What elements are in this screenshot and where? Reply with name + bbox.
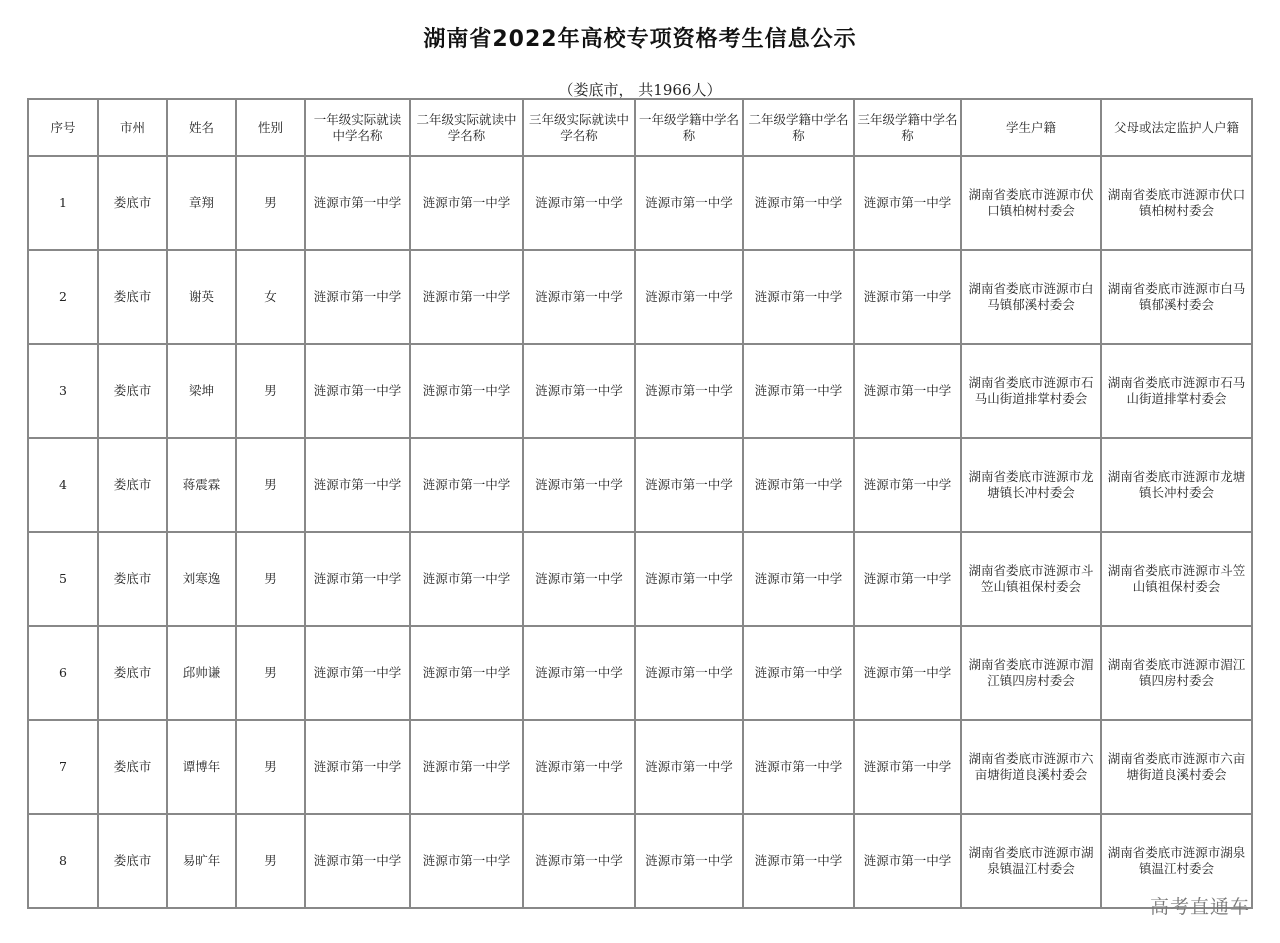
cell-index: 3 <box>28 344 98 438</box>
cell-city: 娄底市 <box>98 344 167 438</box>
cell-school2-actual: 涟源市第一中学 <box>410 532 523 626</box>
cell-school3-actual: 涟源市第一中学 <box>523 156 635 250</box>
cell-parent-hukou: 湖南省娄底市涟源市斗笠山镇祖保村委会 <box>1101 532 1252 626</box>
table-row <box>28 344 1252 438</box>
cell-school1-actual: 涟源市第一中学 <box>305 438 410 532</box>
cell-parent-hukou: 湖南省娄底市涟源市龙塘镇长冲村委会 <box>1101 438 1252 532</box>
column-header-parent-hukou: 父母或法定监护人户籍 <box>1101 99 1252 156</box>
table-row <box>28 438 1252 532</box>
table-row <box>28 532 1252 626</box>
cell-student-hukou: 湖南省娄底市涟源市湖泉镇温江村委会 <box>961 814 1101 908</box>
cell-school3-reg: 涟源市第一中学 <box>854 720 961 814</box>
cell-school1-reg: 涟源市第一中学 <box>635 814 743 908</box>
cell-school3-actual: 涟源市第一中学 <box>523 814 635 908</box>
cell-school1-actual: 涟源市第一中学 <box>305 814 410 908</box>
cell-gender: 男 <box>236 626 305 720</box>
table-header-row <box>28 99 1252 156</box>
cell-school3-reg: 涟源市第一中学 <box>854 250 961 344</box>
cell-gender: 男 <box>236 438 305 532</box>
column-header-school3-actual: 三年级实际就读中学名称 <box>523 99 635 156</box>
cell-name: 刘寒逸 <box>167 532 236 626</box>
column-header-school2-reg: 二年级学籍中学名称 <box>743 99 854 156</box>
column-header-school1-reg: 一年级学籍中学名称 <box>635 99 743 156</box>
cell-school3-actual: 涟源市第一中学 <box>523 532 635 626</box>
cell-parent-hukou: 湖南省娄底市涟源市六亩塘街道良溪村委会 <box>1101 720 1252 814</box>
cell-name: 易旷年 <box>167 814 236 908</box>
cell-school2-actual: 涟源市第一中学 <box>410 156 523 250</box>
cell-index: 2 <box>28 250 98 344</box>
cell-city: 娄底市 <box>98 814 167 908</box>
column-header-name: 姓名 <box>167 99 236 156</box>
column-header-city: 市州 <box>98 99 167 156</box>
cell-parent-hukou: 湖南省娄底市涟源市湖泉镇温江村委会 <box>1101 814 1252 908</box>
cell-school3-reg: 涟源市第一中学 <box>854 814 961 908</box>
cell-school1-actual: 涟源市第一中学 <box>305 720 410 814</box>
cell-name: 梁坤 <box>167 344 236 438</box>
table-row <box>28 626 1252 720</box>
cell-school3-actual: 涟源市第一中学 <box>523 720 635 814</box>
candidate-table <box>27 98 1253 909</box>
cell-city: 娄底市 <box>98 250 167 344</box>
cell-parent-hukou: 湖南省娄底市涟源市湄江镇四房村委会 <box>1101 626 1252 720</box>
table-row <box>28 156 1252 250</box>
page-title: 湖南省2022年高校专项资格考生信息公示 <box>423 27 857 52</box>
cell-school1-reg: 涟源市第一中学 <box>635 156 743 250</box>
cell-index: 7 <box>28 720 98 814</box>
cell-school2-actual: 涟源市第一中学 <box>410 720 523 814</box>
cell-school1-actual: 涟源市第一中学 <box>305 344 410 438</box>
cell-school1-actual: 涟源市第一中学 <box>305 156 410 250</box>
page-subtitle: （娄底市， 共1966人） <box>558 81 722 99</box>
cell-school1-reg: 涟源市第一中学 <box>635 532 743 626</box>
cell-city: 娄底市 <box>98 626 167 720</box>
cell-school2-actual: 涟源市第一中学 <box>410 626 523 720</box>
cell-gender: 男 <box>236 344 305 438</box>
column-header-student-hukou: 学生户籍 <box>961 99 1101 156</box>
cell-gender: 男 <box>236 720 305 814</box>
cell-gender: 男 <box>236 814 305 908</box>
column-header-school1-actual: 一年级实际就读中学名称 <box>305 99 410 156</box>
table-row <box>28 720 1252 814</box>
cell-gender: 男 <box>236 532 305 626</box>
cell-school2-reg: 涟源市第一中学 <box>743 250 854 344</box>
cell-school2-actual: 涟源市第一中学 <box>410 344 523 438</box>
table-row <box>28 250 1252 344</box>
table-body <box>28 156 1252 908</box>
cell-index: 5 <box>28 532 98 626</box>
cell-school1-actual: 涟源市第一中学 <box>305 532 410 626</box>
cell-index: 8 <box>28 814 98 908</box>
cell-school1-reg: 涟源市第一中学 <box>635 250 743 344</box>
cell-school3-reg: 涟源市第一中学 <box>854 156 961 250</box>
cell-school3-actual: 涟源市第一中学 <box>523 250 635 344</box>
cell-name: 谢英 <box>167 250 236 344</box>
cell-school2-actual: 涟源市第一中学 <box>410 814 523 908</box>
table-row <box>28 814 1252 908</box>
cell-school3-reg: 涟源市第一中学 <box>854 532 961 626</box>
cell-city: 娄底市 <box>98 438 167 532</box>
cell-city: 娄底市 <box>98 156 167 250</box>
cell-index: 4 <box>28 438 98 532</box>
cell-school1-actual: 涟源市第一中学 <box>305 626 410 720</box>
cell-school2-reg: 涟源市第一中学 <box>743 532 854 626</box>
cell-parent-hukou: 湖南省娄底市涟源市石马山街道排掌村委会 <box>1101 344 1252 438</box>
cell-name: 蒋震霖 <box>167 438 236 532</box>
cell-school1-reg: 涟源市第一中学 <box>635 344 743 438</box>
cell-index: 1 <box>28 156 98 250</box>
cell-city: 娄底市 <box>98 532 167 626</box>
watermark: 高考直通车 <box>1149 896 1250 918</box>
cell-city: 娄底市 <box>98 720 167 814</box>
cell-school2-actual: 涟源市第一中学 <box>410 250 523 344</box>
column-header-gender: 性别 <box>236 99 305 156</box>
cell-gender: 女 <box>236 250 305 344</box>
cell-index: 6 <box>28 626 98 720</box>
cell-student-hukou: 湖南省娄底市涟源市龙塘镇长冲村委会 <box>961 438 1101 532</box>
cell-name: 谭博年 <box>167 720 236 814</box>
cell-school3-actual: 涟源市第一中学 <box>523 626 635 720</box>
cell-school3-actual: 涟源市第一中学 <box>523 344 635 438</box>
cell-gender: 男 <box>236 156 305 250</box>
column-header-index: 序号 <box>28 99 98 156</box>
cell-parent-hukou: 湖南省娄底市涟源市伏口镇柏树村委会 <box>1101 156 1252 250</box>
cell-school1-reg: 涟源市第一中学 <box>635 626 743 720</box>
cell-school1-reg: 涟源市第一中学 <box>635 438 743 532</box>
cell-school2-reg: 涟源市第一中学 <box>743 720 854 814</box>
cell-school2-reg: 涟源市第一中学 <box>743 626 854 720</box>
cell-student-hukou: 湖南省娄底市涟源市六亩塘街道良溪村委会 <box>961 720 1101 814</box>
column-header-school3-reg: 三年级学籍中学名称 <box>854 99 961 156</box>
cell-school2-actual: 涟源市第一中学 <box>410 438 523 532</box>
column-header-school2-actual: 二年级实际就读中学名称 <box>410 99 523 156</box>
cell-school3-reg: 涟源市第一中学 <box>854 438 961 532</box>
cell-school2-reg: 涟源市第一中学 <box>743 814 854 908</box>
cell-school2-reg: 涟源市第一中学 <box>743 438 854 532</box>
cell-student-hukou: 湖南省娄底市涟源市斗笠山镇祖保村委会 <box>961 532 1101 626</box>
cell-school3-reg: 涟源市第一中学 <box>854 344 961 438</box>
cell-student-hukou: 湖南省娄底市涟源市石马山街道排掌村委会 <box>961 344 1101 438</box>
cell-school3-reg: 涟源市第一中学 <box>854 626 961 720</box>
cell-name: 章翔 <box>167 156 236 250</box>
cell-student-hukou: 湖南省娄底市涟源市伏口镇柏树村委会 <box>961 156 1101 250</box>
cell-school1-actual: 涟源市第一中学 <box>305 250 410 344</box>
cell-student-hukou: 湖南省娄底市涟源市白马镇郁溪村委会 <box>961 250 1101 344</box>
cell-student-hukou: 湖南省娄底市涟源市湄江镇四房村委会 <box>961 626 1101 720</box>
cell-school1-reg: 涟源市第一中学 <box>635 720 743 814</box>
cell-school3-actual: 涟源市第一中学 <box>523 438 635 532</box>
cell-parent-hukou: 湖南省娄底市涟源市白马镇郁溪村委会 <box>1101 250 1252 344</box>
cell-school2-reg: 涟源市第一中学 <box>743 156 854 250</box>
cell-name: 邱帅谦 <box>167 626 236 720</box>
cell-school2-reg: 涟源市第一中学 <box>743 344 854 438</box>
